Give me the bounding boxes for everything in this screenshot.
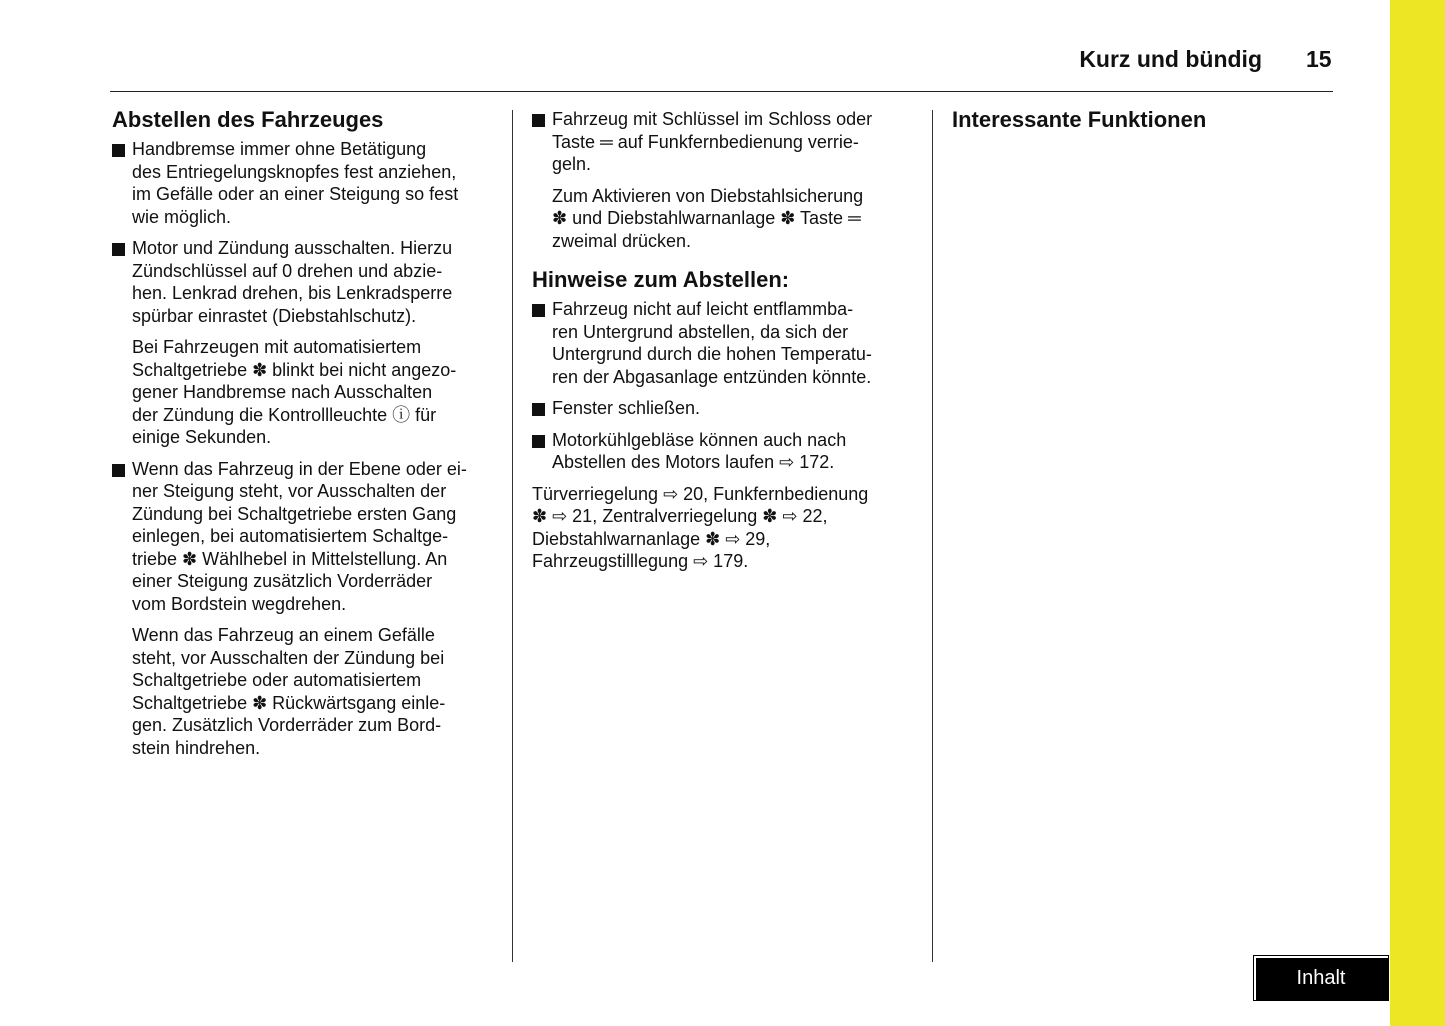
bullet-item <box>532 397 917 420</box>
heading-abstellen: Abstellen des Fahrzeuges <box>112 107 384 132</box>
bullet-item <box>112 138 497 228</box>
paragraph-text: Bei Fahrzeugen mit automatisiertem Schaltgetriebe ✽ blinkt bei nicht angezo- gener Handbremse nach Ausschalten der Zündung die Kontrollleuchte ⓘ für einige Sekunden. <box>132 337 457 447</box>
paragraph-text: Türverriegelung ⇨ 20, Funkfernbedienung ✽ ⇨ 21, Zentralverriegelung ✽ ⇨ 22, Diebstahlwarnanlage ✽ ⇨ 29, Fahrzeugstilllegung ⇨ 179. <box>532 483 869 571</box>
header-divider <box>110 91 1333 92</box>
yellow-side-strip <box>1390 0 1445 1026</box>
column-2-top <box>532 108 917 252</box>
bullet-item <box>112 458 497 616</box>
column-divider <box>932 110 933 962</box>
bullet-square-icon <box>532 435 545 448</box>
bullet-square-icon <box>532 304 545 317</box>
heading-hinweise: Hinweise zum Abstellen: <box>532 267 790 292</box>
paragraph-text: Fahrzeug nicht auf leicht entflammba- ren Untergrund abstellen, da sich der Untergrund durch die hohen Temperatu- ren der Abgasanlage entzünden könnte. <box>552 299 872 387</box>
paragraph <box>112 624 497 759</box>
paragraph-text: Motorkühlgebläse können auch nach Abstellen des Motors laufen ⇨ 172. <box>552 429 847 472</box>
bullet-square-icon <box>112 464 125 477</box>
bullet-item <box>532 108 917 176</box>
paragraph <box>532 483 917 573</box>
paragraph-text: Handbremse immer ohne Betätigung des Entriegelungsknopfes fest anziehen, im Gefälle oder an einer Steigung so fest wie möglich. <box>132 139 459 227</box>
bullet-item <box>112 237 497 327</box>
heading-interessante-funktionen: Interessante Funktionen <box>952 107 1207 132</box>
bullet-square-icon <box>112 243 125 256</box>
column-1 <box>112 106 497 768</box>
bullet-square-icon <box>532 403 545 416</box>
paragraph <box>532 185 917 253</box>
section-title: Kurz und bündig <box>1079 46 1262 72</box>
column-3 <box>952 106 1337 138</box>
bullet-item <box>532 298 917 388</box>
column-divider <box>512 110 513 962</box>
bullet-square-icon <box>532 114 545 127</box>
column-2-body <box>532 298 917 573</box>
paragraph-text: Wenn das Fahrzeug an einem Gefälle steht, vor Ausschalten der Zündung bei Schaltgetriebe oder automatisiertem Schaltgetriebe ✽ Rückwärtsgang einle- gen. Zusätzlich Vorderräder zum Bord- stein hindrehen. <box>132 625 446 758</box>
paragraph-text: Wenn das Fahrzeug in der Ebene oder ei- ner Steigung steht, vor Ausschalten der Zündung bei Schaltgetriebe ersten Gang einlegen, bei automatisiertem Schaltge- triebe ✽ Wählhebel in Mittelstellung. An einer Steigung zusätzlich Vorderräder vom Bordstein wegdrehen. <box>132 458 467 614</box>
inhalt-button[interactable]: Inhalt <box>1253 955 1389 1001</box>
paragraph-text: Motor und Zündung ausschalten. Hierzu Zündschlüssel auf 0 drehen und abzie- hen. Lenkrad drehen, bis Lenkradsperre spürbar einrastet (Diebstahlschutz). <box>132 238 453 326</box>
page-number: 15 <box>1306 46 1332 72</box>
paragraph <box>112 336 497 449</box>
bullet-square-icon <box>112 144 125 157</box>
paragraph-text: Fahrzeug mit Schlüssel im Schloss oder Taste ═ auf Funkfernbedienung verrie- geln. <box>552 109 873 174</box>
paragraph-text: Zum Aktivieren von Diebstahlsicherung ✽ und Diebstahlwarnanlage ✽ Taste ═ zweimal drücken. <box>552 185 864 251</box>
bullet-item <box>532 429 917 474</box>
column-1-body <box>112 138 497 759</box>
column-2 <box>532 108 917 582</box>
paragraph-text: Fenster schließen. <box>552 398 701 418</box>
